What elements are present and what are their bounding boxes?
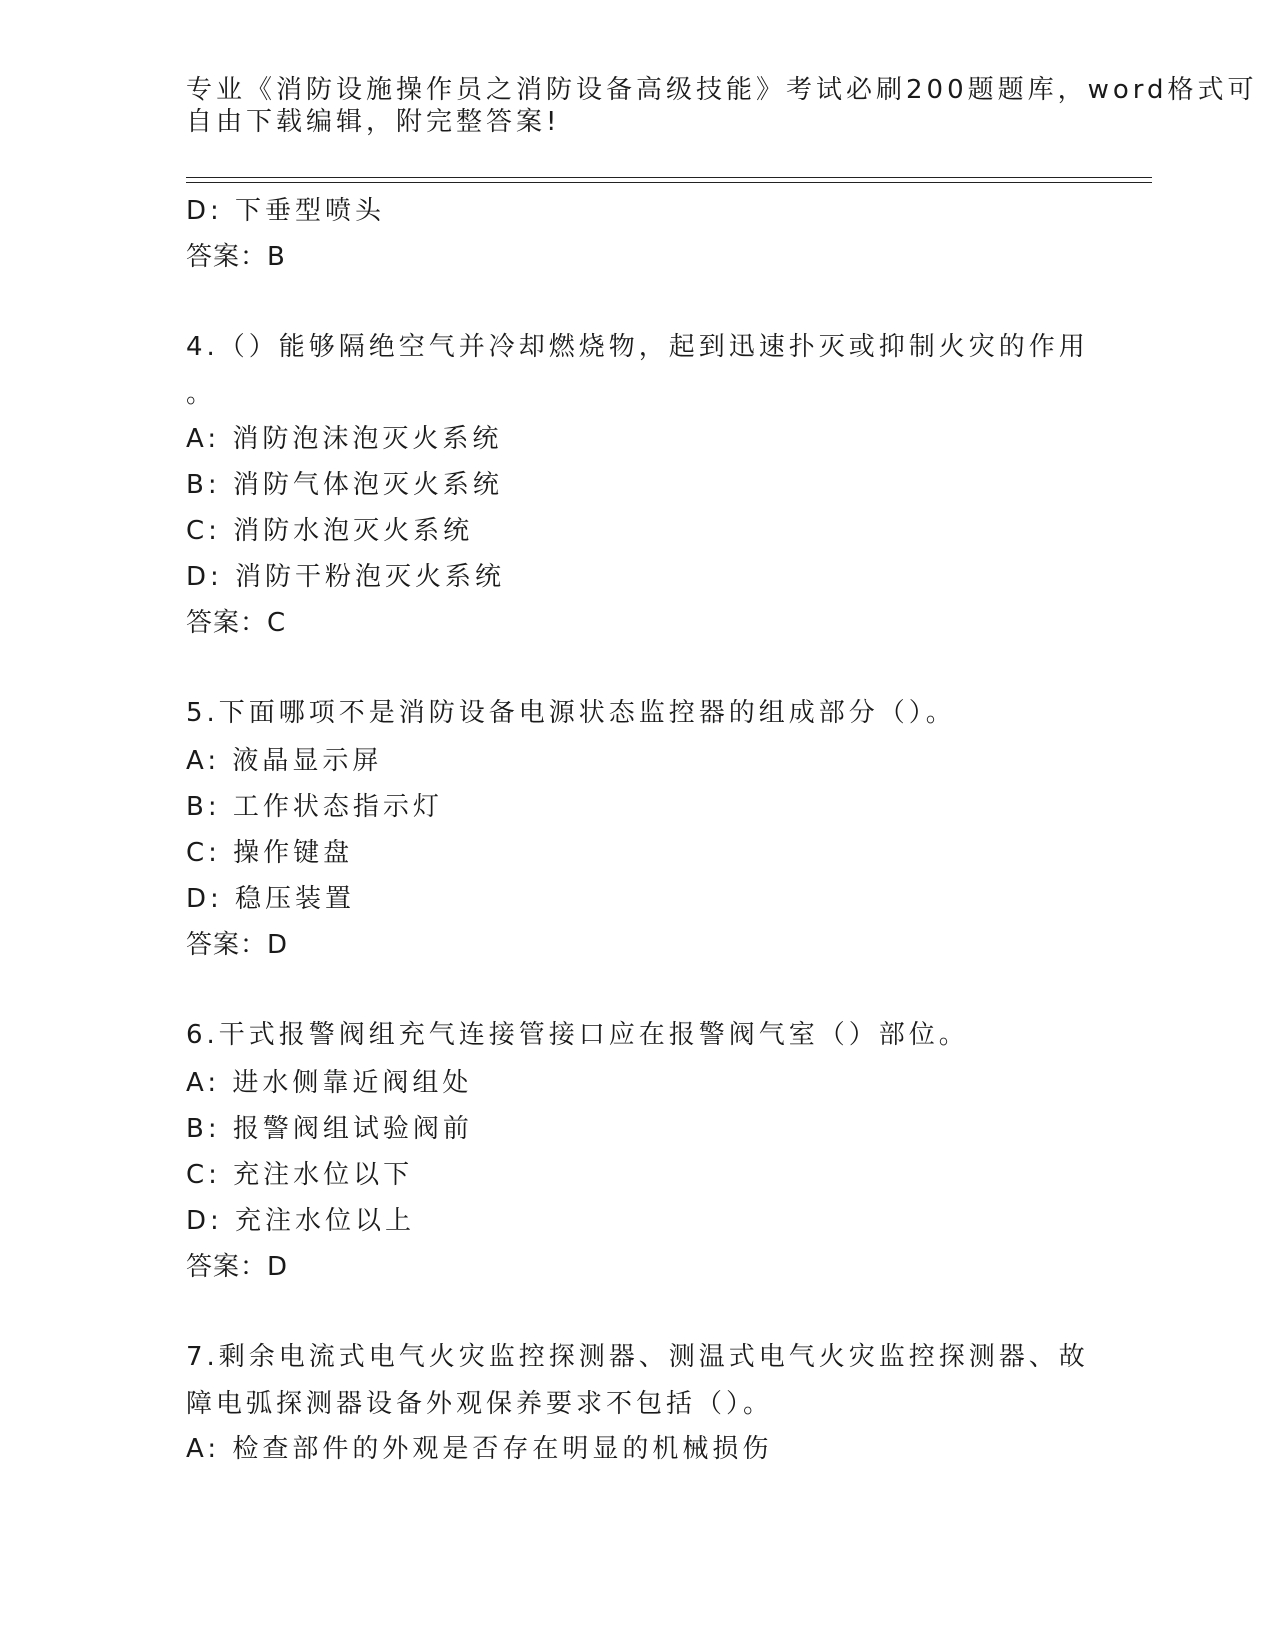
answer: 答案：D [186,930,289,960]
question-list [186,188,1089,1472]
question-stem: 5.下面哪项不是消防设备电源状态监控器的组成部分（）。 [186,698,956,728]
question-stem-continued: 。 [186,379,217,409]
question-4 [186,322,1089,646]
answer: 答案：C [186,608,287,638]
option-a: A: 检查部件的外观是否存在明显的机械损伤 [186,1434,773,1464]
header-divider-top [186,177,1152,178]
document-header [186,74,1258,138]
question-6 [186,1010,1086,1290]
option-c: C: 消防水泡灭火系统 [186,516,474,546]
question-stem: 4.（）能够隔绝空气并冷却燃烧物，起到迅速扑灭或抑制火灾的作用 [186,332,1089,362]
option-d: D: 稳压装置 [186,884,356,914]
option-b: B: 报警阀组试验阀前 [186,1114,473,1144]
option-d: D: 下垂型喷头 [186,196,386,226]
answer: 答案：D [186,1252,289,1282]
option-d: D: 充注水位以上 [186,1206,416,1236]
answer: 答案：B [186,242,286,272]
option-a: A: 消防泡沫泡灭火系统 [186,424,503,454]
question-3-tail [186,188,1086,280]
option-a: A: 液晶显示屏 [186,746,383,776]
question-stem: 7.剩余电流式电气火灾监控探测器、测温式电气火灾监控探测器、故 [186,1342,1089,1372]
option-c: C: 操作键盘 [186,838,354,868]
header-divider-bottom [186,182,1152,183]
question-stem: 6.干式报警阀组充气连接管接口应在报警阀气室（）部位。 [186,1020,969,1050]
question-stem-continued: 障电弧探测器设备外观保养要求不包括（）。 [186,1389,774,1419]
header-line-1: 专业《消防设施操作员之消防设备高级技能》考试必刷200题题库，word格式可 [186,75,1258,105]
header-line-2: 自由下载编辑，附完整答案! [186,107,561,137]
option-d: D: 消防干粉泡灭火系统 [186,562,506,592]
option-b: B: 工作状态指示灯 [186,792,443,822]
option-c: C: 充注水位以下 [186,1160,414,1190]
option-b: B: 消防气体泡灭火系统 [186,470,503,500]
question-5 [186,688,1086,968]
option-a: A: 进水侧靠近阀组处 [186,1068,473,1098]
question-7 [186,1332,1089,1472]
